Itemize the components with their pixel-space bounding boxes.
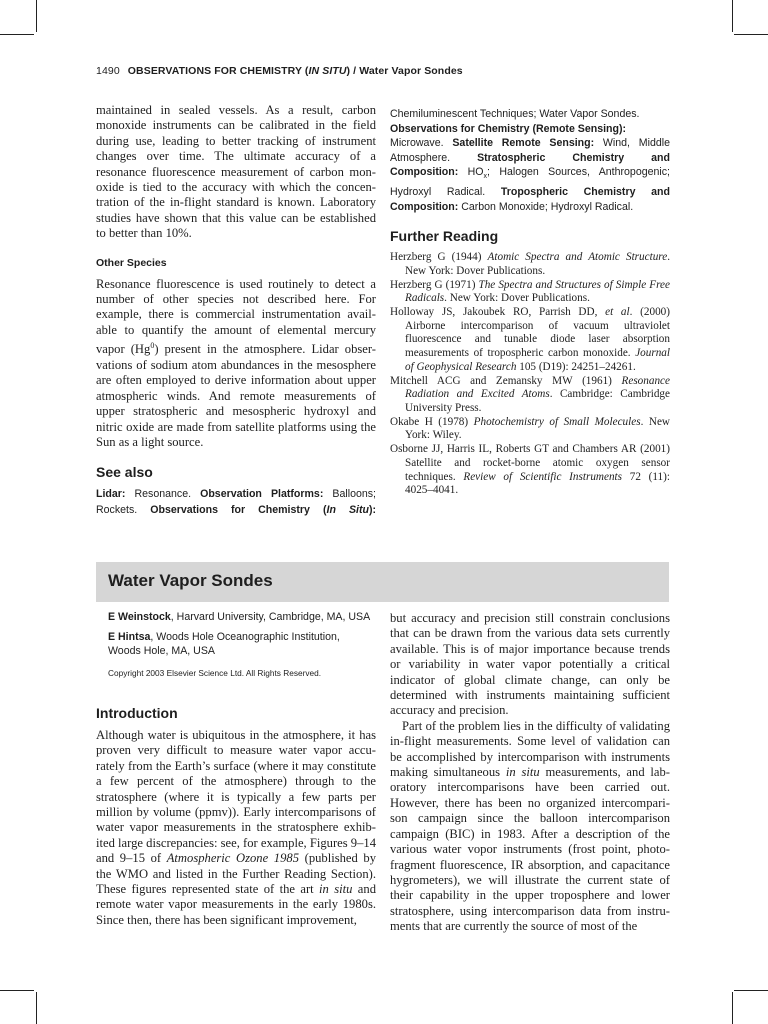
author-line: E Hintsa, Woods Hole Oceanographic Institution, bbox=[108, 631, 340, 644]
crop-mark bbox=[732, 992, 733, 1024]
reference-item: Osborne JJ, Harris IL, Roberts GT and Chambers AR (2001) Satellite and rocket-borne atomic oxygen sensor techniques. Review of Scientific Instruments 72 (11): 4025–4041. bbox=[390, 443, 670, 497]
section-heading-introduction: Introduction bbox=[96, 705, 178, 721]
reference-item: Holloway JS, Jakoubek RO, Parrish DD, et al. (2000) Airborne intercomparison of vacuum ultraviolet fluorescence and tunable diode laser absorption measurements of tropospheric carbon monoxide. Journal of Geophysical Research 105 (D19): 24251–24261. bbox=[390, 306, 670, 373]
reference-item: Okabe H (1978) Photochemistry of Small Molecules. New York: Wiley. bbox=[390, 415, 670, 442]
reference-list bbox=[390, 251, 670, 498]
reference-item: Herzberg G (1944) Atomic Spectra and Atomic Structure. New York: Dover Publications. bbox=[390, 251, 670, 277]
crop-mark bbox=[36, 992, 37, 1024]
crop-mark bbox=[732, 0, 733, 32]
section-heading-other-species: Other Species bbox=[96, 256, 167, 269]
copyright-notice: Copyright 2003 Elsevier Science Ltd. All Rights Reserved. bbox=[108, 668, 322, 678]
see-also-continued: Chemiluminescent Techniques; Water Vapor Sondes. Observations for Chemistry (Remote Sensing): Microwave. Satellite Remote Sensing: Wind, Middle Atmosphere. Stratospheric Chemistry and Composition: $HO_x$; Halogen Sources, Anthropogenic; Hydroxyl Radical. Tropospheric Chemistry and Composition: Carbon Monoxide; Hydroxyl Radical. bbox=[390, 108, 670, 213]
right-column-top bbox=[390, 107, 670, 498]
author-block: E Weinstock, Harvard University, Cambridge, MA, USA E Hintsa, Woods Hole Oceanographic Institution, Woods Hole, MA, USA bbox=[108, 610, 388, 659]
article-left-column bbox=[96, 705, 376, 928]
left-column-top bbox=[96, 103, 376, 518]
crop-mark bbox=[734, 990, 768, 991]
crop-mark bbox=[36, 0, 37, 32]
body-paragraph: Resonance fluorescence is used routinely to detect a number of other species not described here. For example, there is commercial instrumentation avail- able to quantify the amount of elemental mercury vapor (Hg$^0$) present in the atmosphere. Lidar obser- vations of sodium atom abundances in the mesosphere are often employed to derive information about upper atmospheric winds. And remote measurements of upper stratospheric and mesospheric hydroxyl and nitric oxide are made from satellite platforms using the Sun as a light source. bbox=[96, 276, 376, 449]
see-also-list: Lidar: Resonance. Observation Platforms: Balloons; Rockets. Observations for Chemistry (In Situ): bbox=[96, 488, 377, 516]
crop-mark bbox=[0, 990, 34, 991]
article-right-column bbox=[390, 611, 670, 935]
reference-item: Mitchell ACG and Zemansky MW (1961) Resonance Radiation and Excited Atoms. Cambridge: Cambridge University Press. bbox=[390, 374, 670, 414]
author-line: E Weinstock, Harvard University, Cambridge, MA, USA bbox=[108, 611, 371, 623]
body-paragraph: Although water is ubiquitous in the atmosphere, it has proven very difficult to measure water vapor accu- rately from the Earth’s surface (where it may constitute a few percent of the atmosphere) through to the stratosphere (where it is typically a few parts per million by volume (ppmv)). Early intercomparisons of water vapor measurements in the stratosphere exhib- ited large discrepancies: see, for example, Figures 9–14 and 9–15 of Atmospheric Ozone 1985 (published by the WMO and listed in the Further Reading Section). These figures represented state of the art in situ and remote water vapor measurements in the early 1980s. Since then, there has been significant improvement, bbox=[96, 728, 376, 927]
reference-item: Herzberg G (1971) The Spectra and Structures of Simple Free Radicals. New York: Dover Publications. bbox=[390, 278, 670, 305]
crop-mark bbox=[734, 34, 768, 35]
page-number: 1490 bbox=[96, 65, 120, 77]
crop-mark bbox=[0, 34, 34, 35]
body-paragraph: maintained in sealed vessels. As a result, carbon monoxide instruments can be calibrated in the field during use, leading to better tracking of instrument changes over time. The ultimate accuracy of a resonance fluorescence measurement of carbon mon- oxide is tied to the accuracy with which the concen- tration of the in-flight standard is known. Laboratory studies have shown that this value can be established to better than 10%. bbox=[96, 103, 376, 241]
section-heading-see-also: See also bbox=[96, 464, 153, 481]
section-heading-further-reading: Further Reading bbox=[390, 228, 499, 245]
body-paragraph: but accuracy and precision still constrain conclusions that can be drawn from the various data sets currently available. This is of major importance because trends or variability in water vapor potentially a critical indicator of global climate change, can only be determined with instruments maintaining sufficient accuracy and precision. Part of the problem lies in the difficulty of validating in-flight measurements. Some level of validation can be accomplished by intercomparison with instruments making simultaneous in situ measurements, and lab- oratory intercomparisons have been carried out. However, there has been no organized intercompari- son campaign since the balloon intercomparison campaign (BIC) in 1983. After a description of the various water vopor instruments (frost point, photo- fragment fluorescence, IR absorption, and capacitance hygrometers), we will illustrate the current state of their capability in the upper troposphere and lower stratosphere, using intercomparison data from instru- ments that are currently the source of most of the bbox=[390, 611, 670, 934]
article-title: Water Vapor Sondes bbox=[108, 571, 273, 590]
running-title: OBSERVATIONS FOR CHEMISTRY (IN SITU) / Water Vapor Sondes bbox=[127, 65, 463, 77]
running-header bbox=[96, 65, 463, 77]
